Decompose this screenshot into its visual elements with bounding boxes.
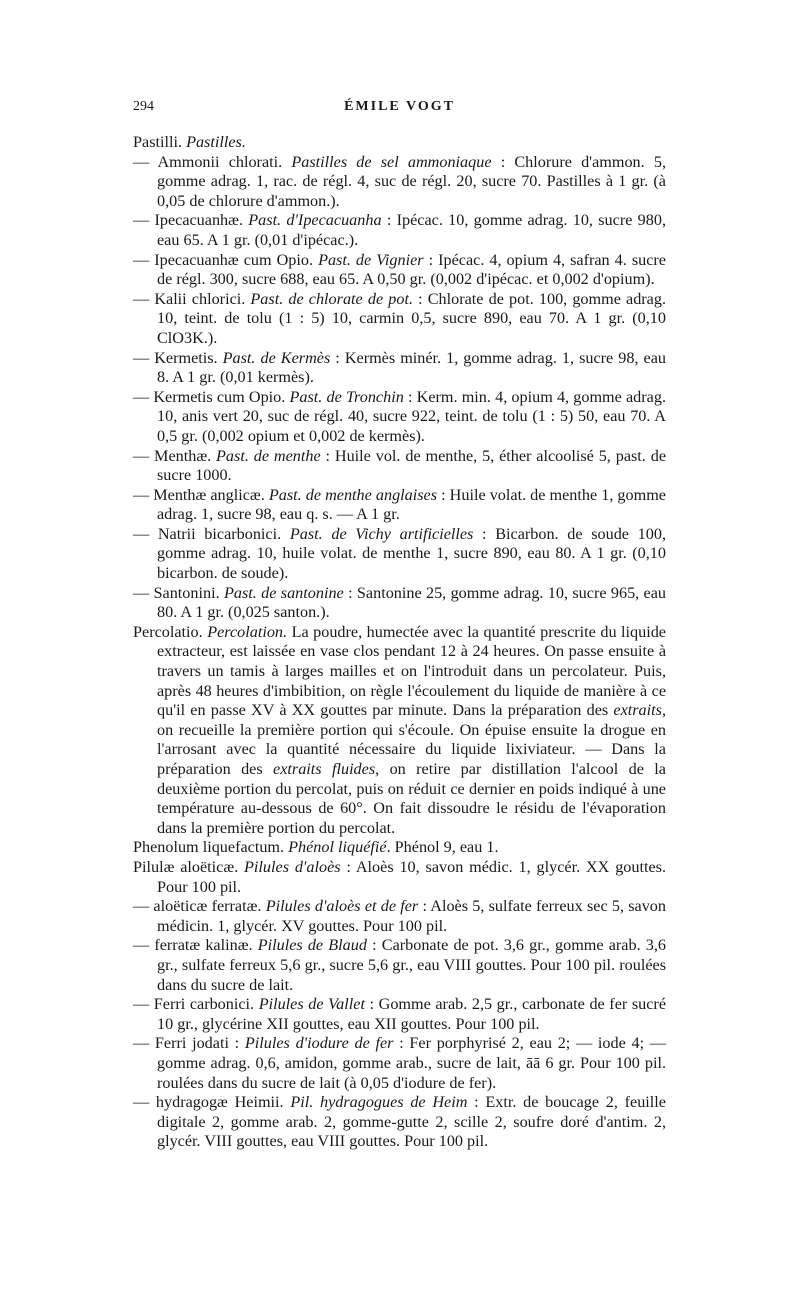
dictionary-entry: [133, 290, 666, 349]
dictionary-entry: [133, 153, 666, 212]
entry-headword: — Menthæ.: [133, 446, 217, 465]
entry-headword: Pilulæ aloëticæ.: [133, 857, 245, 876]
entry-headword: — Ferri carbonici.: [133, 995, 259, 1014]
entry-french-name: Past. de menthe anglaises: [268, 485, 438, 504]
entry-french-name: Past. de Kermès: [222, 348, 331, 367]
entry-text: : Aloès 10, savon médic. 1, glycér. XX gouttes. Pour 100 pil.: [157, 857, 666, 896]
entry-headword: — Kermetis cum Opio.: [133, 387, 290, 406]
entry-french-name: Pil. hydragogues de Heim: [290, 1093, 468, 1112]
dictionary-entry: [133, 584, 666, 623]
entry-text: : Extr. de boucage 2, feuille digitale 2, gomme arab. 2, gomme-gutte 2, scille 2, soufre doré d'antim. 2, glycér. VIII gouttes, eau VIII gouttes. Pour 100 pil.: [157, 1093, 666, 1151]
entry-text: . Phénol 9, eau 1.: [386, 838, 499, 857]
entry-text: : Kerm. min. 4, opium 4, gomme adrag. 10, anis vert 20, suc de régl. 40, sucre 922, teint. de tolu (1 : 5) 50, eau 70. A 0,5 gr. (0,002 opium et 0,002 de kermès).: [157, 387, 666, 445]
entry-headword: — Ferri jodati :: [133, 1034, 245, 1053]
entry-headword: — aloëticæ ferratæ.: [133, 897, 266, 916]
entry-headword: — Ammonii chlorati.: [133, 152, 292, 171]
entry-french-name: Past. de Vichy artificielles: [289, 524, 474, 543]
entry-french-name: Percolation.: [207, 622, 288, 641]
entry-text: extraits fluides: [273, 760, 376, 778]
entry-text: extraits: [613, 701, 662, 720]
entry-french-name: Pilules de Vallet: [258, 995, 365, 1014]
dictionary-entry: [133, 838, 666, 858]
entry-headword: — Ipecacuanhæ.: [133, 211, 249, 230]
entry-french-name: Pilules d'iodure de fer: [244, 1034, 394, 1053]
entry-french-name: Past. d'Ipecacuanha: [248, 211, 382, 230]
entry-headword: — Santonini.: [133, 583, 224, 602]
entry-text: : Bicarbon. de soude 100, gomme adrag. 10, huile volat. de menthe 1, sucre 890, eau 80. A 1 gr. (0,10 bicarbon. de soude).: [157, 524, 666, 583]
entry-french-name: Past. de Tronchin: [289, 387, 404, 406]
entry-french-name: Pilules d'aloès et de fer: [265, 897, 419, 916]
entry-french-name: Pilules de Blaud: [257, 936, 367, 955]
entry-french-name: Pastilles de sel ammoniaque: [291, 152, 492, 171]
entry-headword: — Natrii bicarbonici.: [133, 524, 290, 543]
page-header: [133, 99, 666, 119]
dictionary-entry: [133, 388, 666, 447]
entry-text: : Huile volat. de menthe 1, gomme adrag. 1, sucre 98, eau q. s. — A 1 gr.: [157, 485, 666, 524]
entry-text: : Fer porphyrisé 2, eau 2; — iode 4; — gomme adrag. 0,6, amidon, gomme arab., sucre de lait, āā 6 gr. Pour 100 pil. roulées dans du sucre de lait (à 0,05 d'iodure de fer).: [157, 1034, 667, 1092]
dictionary-entry: [133, 251, 666, 290]
entry-headword: — ferratæ kalinæ.: [133, 936, 258, 955]
dictionary-entry: [133, 1034, 666, 1093]
entry-text: : Aloès 5, sulfate ferreux sec 5, savon médicin. 1, glycér. XV gouttes. Pour 100 pil.: [157, 897, 666, 935]
entry-text: , on retire par distillation l'alcool de la deuxième portion du percolat, puis on réduit ce dernier en poids indiqué à une température au-dessous de 60°. On fait dissoudre le résidu de l'évaporation dans la première portion du percolat.: [157, 760, 666, 837]
dictionary-entry: [133, 623, 666, 839]
entry-text: : Gomme arab. 2,5 gr., carbonate de fer sucré 10 gr., glycérine XII gouttes, eau XII gouttes. Pour 100 pil.: [157, 995, 667, 1033]
entry-text: : Ipécac. 10, gomme adrag. 10, sucre 980, eau 65. A 1 gr. (0,01 d'ipécac.).: [157, 211, 666, 249]
entry-headword: Percolatio.: [133, 622, 208, 641]
entry-french-name: Past. de Vignier: [318, 250, 424, 269]
entry-french-name: Past. de chlorate de pot.: [250, 289, 413, 308]
entry-text: : Ipécac. 4, opium 4, safran 4. sucre de régl. 300, sucre 688, eau 65. A 0,50 gr. (0,002 d'ipécac. et 0,002 d'opium).: [157, 250, 666, 289]
dictionary-entry: [133, 1093, 666, 1152]
entry-french-name: Pilules d'aloès: [244, 857, 341, 876]
entry-headword: — hydragogæ Heimii.: [133, 1093, 291, 1112]
dictionary-entry: [133, 525, 666, 584]
dictionary-entry: [133, 995, 666, 1034]
entry-text: : Chlorure d'ammon. 5, gomme adrag. 1, rac. de régl. 4, suc de régl. 20, sucre 70. Pastilles à 1 gr. (à 0,05 de chlorure d'ammon.).: [157, 152, 666, 210]
entry-french-name: Past. de santonine: [223, 583, 344, 602]
entry-text: : Kermès minér. 1, gomme adrag. 1, sucre 98, eau 8. A 1 gr. (0,01 kermès).: [157, 348, 666, 387]
entry-text: , on recueille la première portion qui s'écoule. On épuise ensuite la drogue en l'arrosant avec la quantité nécessaire du liquide lixiviateur. — Dans la préparation des: [157, 701, 666, 778]
dictionary-entry: [133, 858, 666, 897]
entry-text: : Santonine 25, gomme adrag. 10, sucre 965, eau 80. A 1 gr. (0,025 santon.).: [157, 583, 667, 622]
entry-headword: — Ipecacuanhæ cum Opio.: [133, 250, 319, 269]
entry-headword: — Kalii chlorici.: [133, 289, 251, 308]
entry-french-name: Pastilles.: [186, 133, 246, 151]
entry-text: : Carbonate de pot. 3,6 gr., gomme arab. 3,6 gr., sulfate ferreux 5,6 gr., sucre 5,6 gr., eau VIII gouttes. Pour 100 pil. roulées dans du sucre de lait.: [157, 936, 667, 994]
dictionary-entry: [133, 349, 666, 388]
running-head: ÉMILE VOGT: [344, 99, 455, 114]
entry-text: : Huile vol. de menthe, 5, éther alcoolisé 5, past. de sucre 1000.: [157, 446, 667, 485]
entry-text: La poudre, humectée avec la quantité prescrite du liquide extracteur, est laissée en vase clos pendant 12 à 24 heures. On passe ensuite à travers un tamis à larges mailles et on l'introduit dans un percolateur. Puis, après 48 heures d'imbibition, on règle l'écoulement du liquide de manière à ce qu'il en passe XV à XX gouttes par minute. Dans la préparation des: [157, 622, 666, 720]
entry-headword: — Kermetis.: [133, 348, 223, 367]
entry-headword: Phenolum liquefactum.: [133, 838, 289, 857]
entry-french-name: Past. de menthe: [216, 446, 321, 465]
page-body: [133, 133, 666, 1152]
dictionary-entry: [133, 897, 666, 936]
entry-french-name: Phénol liquéfié: [288, 838, 387, 857]
page-number: 294: [133, 99, 154, 114]
entry-headword: — Menthæ anglicæ.: [133, 485, 269, 504]
entry-headword: Pastilli.: [133, 133, 187, 151]
dictionary-entry: [133, 211, 666, 250]
dictionary-entry: [133, 447, 666, 486]
dictionary-entry: [133, 133, 666, 153]
dictionary-entry: [133, 486, 666, 525]
dictionary-entry: [133, 936, 666, 995]
entry-text: : Chlorate de pot. 100, gomme adrag. 10, teint. de tolu (1 : 5) 10, carmin 0,5, sucre 890, eau 70. A 1 gr. (0,10 ClO3K.).: [157, 289, 667, 347]
